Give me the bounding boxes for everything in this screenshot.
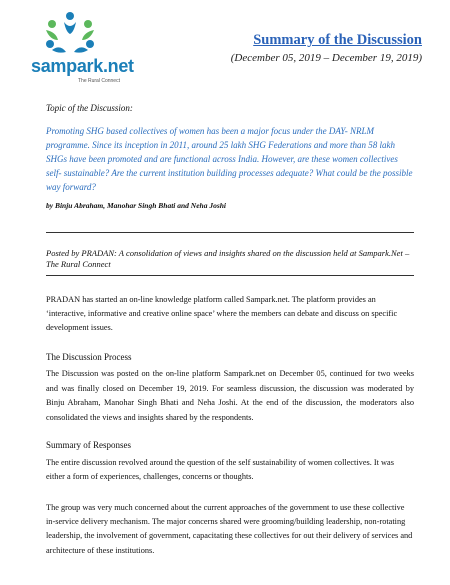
topic-label: Topic of the Discussion:: [46, 103, 133, 113]
process-paragraph: The Discussion was posted on the on-line platform Sampark.net on December 05, continued for two weeks and was finally closed on December 19, 2019. For seamless discussion, the discussion was moderated by Binju Abraham, Manohar Singh Bhati and Neha Joshi. At the end of the discussion, the moderators also consolidated the views and insights shared by the respondents.: [46, 369, 414, 422]
summary-paragraph-2: The group was very much concerned about the current approaches of the government to use these collective in-service delivery mechanism. The major concerns shared were grooming/building leadership, non-rotating leadership, the involvement of government, capacitating these collectives for out their delivery of services and architecture of these institutions.: [46, 503, 413, 555]
posted-by-note: Posted by PRADAN: A consolidation of views and insights shared on the discussion held at Sampark.Net – The Rural Connect: [46, 248, 410, 269]
sampark-logo: [16, 10, 134, 88]
divider-bottom: [46, 275, 414, 276]
authors-line: by Binju Abraham, Manohar Singh Bhati and Neha Joshi: [46, 201, 226, 210]
summary-paragraph-1: The entire discussion revolved around the question of the self sustainability of women collectives. It was either a form of experiences, challenges, concerns or thoughts.: [46, 458, 394, 481]
summary-heading: Summary of Responses: [46, 440, 131, 450]
process-heading: The Discussion Process: [46, 352, 132, 362]
page-title: Summary of the Discussion: [253, 32, 422, 48]
logo-wordmark: sampark.net: [31, 56, 134, 76]
divider-top: [46, 232, 414, 233]
logo-tagline: The Rural Connect: [78, 78, 120, 84]
people-circle-icon: [38, 10, 102, 58]
topic-text: Promoting SHG based collectives of women has been a major focus under the DAY- NRLM programme. Since its inception in 2011, around 25 lakh SHG Federations and more than 58 lakh SHGs have been promoted and are functional across India. However, are these women collectives self- sustainable? Are the current institution building processes adequate? What could be the possible way forward?: [46, 126, 413, 192]
intro-paragraph: PRADAN has started an on-line knowledge platform called Sampark.net. The platform provides an ‘interactive, informative and creative online space’ where the members can debate and discuss on specific development issues.: [46, 295, 398, 332]
date-range: (December 05, 2019 – December 19, 2019): [230, 52, 422, 64]
